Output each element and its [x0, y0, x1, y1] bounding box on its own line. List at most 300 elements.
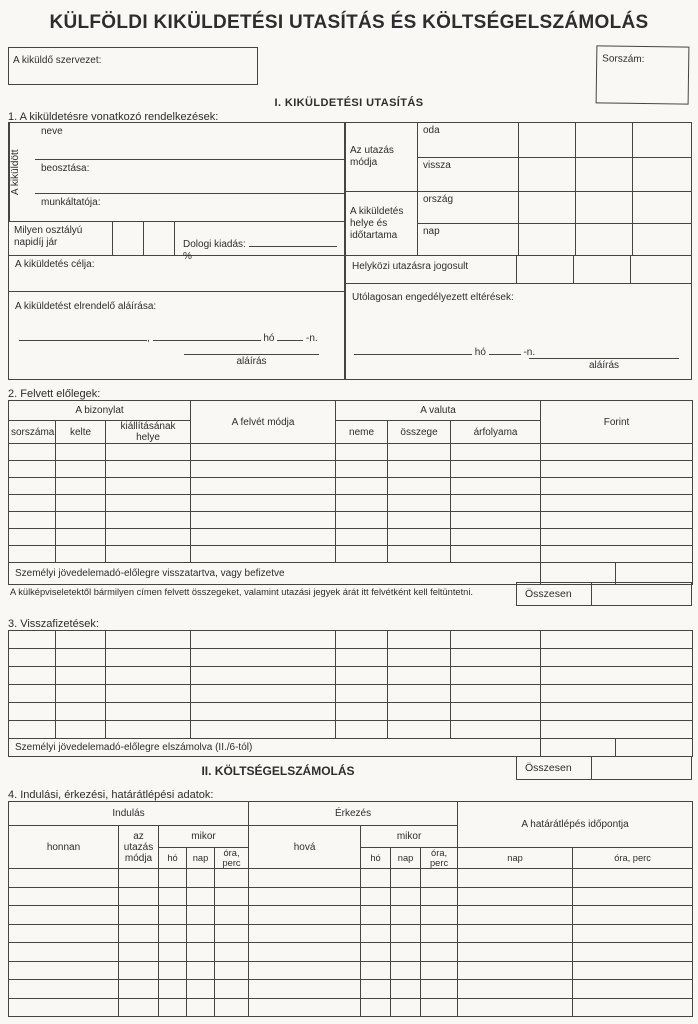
total-label: Összesen	[516, 582, 592, 606]
signature-caption: aláírás	[184, 354, 319, 367]
empty-cell	[388, 685, 451, 703]
empty-cell	[541, 721, 693, 739]
empty-cell	[573, 980, 693, 999]
date-col-header: kelte	[56, 421, 106, 444]
order-signature-block	[9, 291, 344, 379]
empty-cell	[388, 444, 451, 461]
empty-cell	[388, 495, 451, 512]
empty-cell	[159, 887, 187, 906]
empty-cell	[451, 444, 541, 461]
empty-cell	[541, 444, 693, 461]
empty-cell	[9, 667, 56, 685]
empty-cell	[421, 906, 458, 925]
empty-cell	[56, 444, 106, 461]
empty-cell	[451, 631, 541, 649]
empty-cell	[9, 444, 56, 461]
material-expense-label: Dologi kiadás:	[183, 239, 246, 250]
empty-cell	[191, 512, 336, 529]
empty-cell	[191, 703, 336, 721]
section4-heading: 4. Indulási, érkezési, határátlépési adatok:	[8, 789, 214, 801]
empty-cell	[541, 703, 693, 721]
empty-cell	[451, 721, 541, 739]
month-col-header: hó	[159, 848, 187, 869]
month-blank	[153, 330, 261, 341]
empty-cell	[56, 685, 106, 703]
empty-cell	[215, 924, 249, 943]
empty-cell	[391, 943, 421, 962]
amount-col-header: összege	[388, 421, 451, 444]
material-expense-cell	[175, 222, 344, 262]
empty-cell	[336, 685, 388, 703]
empty-cell	[336, 649, 388, 667]
empty-cell	[336, 631, 388, 649]
empty-cell	[541, 461, 693, 478]
table-row	[9, 495, 693, 512]
empty-cell	[159, 998, 187, 1017]
empty-cell	[451, 529, 541, 546]
empty-cell	[458, 980, 573, 999]
empty-cell	[106, 631, 191, 649]
month-col-header: hó	[361, 848, 391, 869]
serial-col-header: sorszáma	[9, 421, 56, 444]
empty-cell	[9, 887, 119, 906]
travel-mode-label: Az utazás módja	[346, 123, 418, 191]
serial-number-box	[596, 45, 690, 104]
table-row	[9, 649, 693, 667]
empty-cell	[541, 529, 693, 546]
days-label: nap	[423, 226, 440, 237]
empty-cell	[388, 478, 451, 495]
when-header: mikor	[361, 826, 458, 848]
empty-cell	[215, 961, 249, 980]
empty-cell	[191, 649, 336, 667]
empty-cell	[9, 998, 119, 1017]
empty-cell	[56, 461, 106, 478]
empty-cell	[573, 887, 693, 906]
empty-cell	[336, 667, 388, 685]
empty-cell	[249, 869, 361, 888]
travel-mode-block	[346, 123, 691, 191]
advances-footer	[8, 582, 692, 608]
empty-cell	[159, 961, 187, 980]
empty-cell	[56, 529, 106, 546]
part1-title: I. KIKÜLDETÉSI UTASÍTÁS	[274, 97, 424, 109]
empty-cell	[9, 924, 119, 943]
empty-cell	[56, 721, 106, 739]
empty-cell	[573, 961, 693, 980]
empty-cell	[159, 924, 187, 943]
table-row	[9, 685, 693, 703]
travel-data-table	[8, 801, 693, 1017]
empty-cell	[106, 649, 191, 667]
empty-cell	[159, 869, 187, 888]
empty-cell	[9, 906, 119, 925]
tax-withheld-label: Személyi jövedelemadó-előlegre visszatartva, vagy befizetve	[9, 563, 541, 585]
empty-cell	[9, 869, 119, 888]
table-row	[9, 529, 693, 546]
table-row	[9, 478, 693, 495]
travel-to-label: oda	[423, 125, 440, 136]
empty-cell	[421, 980, 458, 999]
table-row	[9, 721, 693, 739]
empty-cell	[632, 224, 691, 255]
section3-heading: 3. Visszafizetések:	[8, 618, 99, 630]
month-blank	[354, 344, 472, 355]
month-word: hó	[263, 333, 275, 344]
to-col-header: hová	[249, 826, 361, 869]
empty-cell	[630, 256, 691, 283]
border-group-header: A határátlépés időpontja	[458, 802, 693, 848]
empty-cell	[249, 887, 361, 906]
per-diem-class-cell	[113, 222, 144, 255]
empty-cell	[106, 444, 191, 461]
empty-cell	[361, 998, 391, 1017]
empty-cell	[361, 887, 391, 906]
day-col-header: nap	[187, 848, 215, 869]
empty-cell	[573, 998, 693, 1017]
empty-cell	[56, 495, 106, 512]
date-line: , hó -n.	[19, 330, 334, 344]
empty-cell	[458, 924, 573, 943]
place-duration-block	[346, 191, 691, 255]
empty-cell	[249, 924, 361, 943]
empty-cell	[119, 887, 159, 906]
empty-cell	[106, 685, 191, 703]
purpose-row: A kiküldetés célja:	[9, 255, 344, 291]
empty-cell	[451, 512, 541, 529]
empty-cell	[9, 495, 56, 512]
tax-settled-label: Személyi jövedelemadó-előlegre elszámolva (II./6-tól)	[9, 739, 541, 757]
kind-col-header: neme	[336, 421, 388, 444]
empty-cell	[388, 667, 451, 685]
empty-cell	[361, 924, 391, 943]
empty-cell	[106, 495, 191, 512]
percent-sign: %	[183, 251, 192, 262]
section2-heading: 2. Felvett előlegek:	[8, 388, 101, 400]
empty-cell	[9, 980, 119, 999]
empty-cell	[451, 685, 541, 703]
empty-cell	[518, 123, 575, 157]
empty-cell	[215, 980, 249, 999]
empty-cell	[187, 887, 215, 906]
empty-cell	[9, 649, 56, 667]
empty-cell	[191, 495, 336, 512]
empty-cell	[518, 224, 575, 255]
form-title: KÜLFÖLDI KIKÜLDETÉSI UTASÍTÁS ÉS KÖLTSÉGELSZÁMOLÁS	[49, 12, 649, 33]
empty-cell	[159, 906, 187, 925]
empty-cell	[187, 961, 215, 980]
empty-cell	[421, 924, 458, 943]
empty-cell	[421, 998, 458, 1017]
empty-cell	[249, 998, 361, 1017]
time-col-header: óra, perc	[215, 848, 249, 869]
empty-cell	[106, 546, 191, 563]
empty-cell	[336, 721, 388, 739]
table-row	[9, 961, 693, 980]
empty-cell	[56, 546, 106, 563]
empty-cell	[187, 869, 215, 888]
empty-cell	[388, 529, 451, 546]
empty-cell	[106, 703, 191, 721]
empty-cell	[361, 961, 391, 980]
empty-cell	[421, 961, 458, 980]
table-row	[9, 461, 693, 478]
empty-cell	[573, 906, 693, 925]
section1-right-block	[345, 122, 692, 380]
empty-cell	[191, 461, 336, 478]
empty-cell	[119, 924, 159, 943]
table-row	[9, 667, 693, 685]
order-signature-label: A kiküldetést elrendelő aláírása:	[15, 301, 157, 312]
empty-cell	[361, 980, 391, 999]
empty-cell	[191, 667, 336, 685]
empty-cell	[336, 444, 388, 461]
empty-cell	[336, 703, 388, 721]
advances-total-box	[516, 582, 692, 606]
empty-cell	[458, 887, 573, 906]
empty-cell	[191, 529, 336, 546]
document-group-header: A bizonylat	[9, 401, 191, 421]
empty-cell	[215, 998, 249, 1017]
empty-cell	[391, 961, 421, 980]
empty-cell	[388, 703, 451, 721]
empty-cell	[541, 631, 693, 649]
time-col-header: óra, perc	[573, 848, 693, 869]
rate-col-header: árfolyama	[451, 421, 541, 444]
empty-cell	[249, 906, 361, 925]
empty-cell	[9, 685, 56, 703]
country-label: ország	[423, 194, 454, 205]
empty-cell	[9, 703, 56, 721]
empty-cell	[632, 123, 691, 157]
departure-group-header: Indulás	[9, 802, 249, 826]
empty-cell	[541, 478, 693, 495]
empty-cell	[9, 721, 56, 739]
empty-cell	[119, 998, 159, 1017]
day-col-header: nap	[391, 848, 421, 869]
repayments-total-box	[516, 756, 692, 780]
assignee-block	[9, 123, 344, 221]
empty-cell	[106, 667, 191, 685]
empty-cell	[388, 631, 451, 649]
empty-cell	[191, 546, 336, 563]
day-blank	[277, 330, 303, 341]
empty-cell	[336, 478, 388, 495]
local-travel-label: Helyközi utazásra jogosult	[352, 261, 469, 272]
empty-cell	[388, 512, 451, 529]
signature-caption: aláírás	[529, 358, 679, 371]
empty-cell	[9, 961, 119, 980]
time-col-header: óra, perc	[421, 848, 458, 869]
table-row	[9, 546, 693, 563]
empty-cell	[215, 887, 249, 906]
empty-cell	[573, 256, 630, 283]
empty-cell	[215, 869, 249, 888]
assignee-name-row: neve	[41, 126, 63, 137]
empty-cell	[458, 998, 573, 1017]
empty-cell	[541, 685, 693, 703]
empty-cell	[575, 224, 632, 255]
repayments-footer	[8, 756, 692, 782]
empty-cell	[119, 869, 159, 888]
mode-col-header: az utazás módja	[119, 826, 159, 869]
empty-cell	[215, 943, 249, 962]
empty-cell	[458, 961, 573, 980]
per-diem-row	[9, 221, 344, 262]
empty-cell	[451, 461, 541, 478]
empty-cell	[391, 869, 421, 888]
table-row	[9, 943, 693, 962]
empty-cell	[541, 495, 693, 512]
part2-title: II. KÖLTSÉGELSZÁMOLÁS	[201, 764, 355, 778]
local-travel-row	[346, 255, 691, 283]
empty-cell	[573, 943, 693, 962]
table-row	[9, 631, 693, 649]
empty-cell	[632, 158, 691, 192]
empty-cell	[388, 461, 451, 478]
from-col-header: honnan	[9, 826, 119, 869]
empty-cell	[575, 192, 632, 223]
empty-cell	[119, 906, 159, 925]
empty-cell	[9, 546, 56, 563]
empty-cell	[388, 721, 451, 739]
empty-cell	[391, 998, 421, 1017]
empty-cell	[106, 461, 191, 478]
travel-back-label: vissza	[423, 159, 451, 171]
table-row	[9, 512, 693, 529]
method-header: A felvét módja	[191, 401, 336, 444]
empty-cell	[249, 961, 361, 980]
section1-heading: 1. A kiküldetésre vonatkozó rendelkezések:	[8, 111, 219, 123]
empty-cell	[249, 980, 361, 999]
per-diem-class-cell	[144, 222, 175, 255]
empty-cell	[541, 739, 616, 757]
empty-cell	[187, 998, 215, 1017]
sender-org-box	[8, 47, 258, 85]
empty-cell	[187, 980, 215, 999]
empty-cell	[56, 649, 106, 667]
empty-cell	[391, 887, 421, 906]
empty-cell	[421, 869, 458, 888]
day-suffix: -n.	[523, 347, 536, 358]
empty-cell	[191, 478, 336, 495]
empty-cell	[336, 495, 388, 512]
empty-cell	[106, 512, 191, 529]
empty-cell	[451, 495, 541, 512]
empty-cell	[9, 943, 119, 962]
empty-cell	[56, 667, 106, 685]
empty-cell	[56, 631, 106, 649]
assignee-employer-row: munkáltatója:	[35, 193, 344, 221]
place-duration-label: A kiküldetés helye és időtartama	[346, 192, 418, 255]
total-value-cell	[592, 756, 692, 780]
empty-cell	[191, 631, 336, 649]
empty-cell	[361, 943, 391, 962]
empty-cell	[391, 980, 421, 999]
empty-cell	[9, 461, 56, 478]
day-suffix: -n.	[306, 333, 318, 344]
assignee-position-row: beosztása:	[35, 159, 344, 193]
empty-cell	[573, 869, 693, 888]
empty-cell	[56, 703, 106, 721]
table-row	[9, 869, 693, 888]
empty-cell	[421, 943, 458, 962]
amendments-label: Utólagosan engedélyezett eltérések:	[352, 292, 514, 303]
empty-cell	[336, 461, 388, 478]
total-value-cell	[592, 582, 692, 606]
empty-cell	[191, 444, 336, 461]
table-row	[9, 887, 693, 906]
day-blank	[489, 344, 521, 355]
per-diem-label: Milyen osztályú napidíj jár	[9, 222, 113, 255]
empty-cell	[9, 529, 56, 546]
empty-cell	[632, 192, 691, 223]
empty-cell	[391, 906, 421, 925]
empty-cell	[215, 906, 249, 925]
section1-left-block	[8, 122, 345, 380]
empty-cell	[451, 649, 541, 667]
advances-note: A külképviseletektől bármilyen címen felvett összegeket, valamint utazási jegyek árát itt felvétként kell feltüntetni.	[10, 587, 474, 597]
forint-header: Forint	[541, 401, 693, 444]
empty-cell	[191, 721, 336, 739]
place-blank	[19, 330, 147, 341]
empty-cell	[616, 739, 693, 757]
empty-cell	[336, 512, 388, 529]
day-col-header: nap	[458, 848, 573, 869]
table-row	[9, 998, 693, 1017]
empty-cell	[119, 943, 159, 962]
place-col-header: kiállításának helye	[106, 421, 191, 444]
amendments-date-line	[354, 344, 683, 358]
empty-cell	[187, 924, 215, 943]
table-row	[9, 980, 693, 999]
empty-cell	[391, 924, 421, 943]
empty-cell	[119, 961, 159, 980]
empty-cell	[187, 906, 215, 925]
empty-cell	[336, 529, 388, 546]
empty-cell	[451, 478, 541, 495]
empty-cell	[541, 512, 693, 529]
sender-org-label: A kiküldő szervezet:	[13, 55, 102, 66]
empty-cell	[361, 869, 391, 888]
empty-cell	[573, 924, 693, 943]
currency-group-header: A valuta	[336, 401, 541, 421]
empty-cell	[458, 906, 573, 925]
empty-cell	[106, 721, 191, 739]
empty-cell	[56, 512, 106, 529]
empty-cell	[575, 123, 632, 157]
serial-number-label: Sorszám:	[602, 53, 645, 66]
empty-cell	[388, 649, 451, 667]
assignee-group-label: A kiküldött	[9, 123, 35, 221]
empty-cell	[516, 256, 573, 283]
empty-cell	[119, 980, 159, 999]
empty-cell	[388, 546, 451, 563]
table-row	[9, 906, 693, 925]
empty-cell	[191, 685, 336, 703]
empty-cell	[187, 943, 215, 962]
empty-cell	[458, 869, 573, 888]
empty-cell	[249, 943, 361, 962]
empty-cell	[541, 649, 693, 667]
advances-table	[8, 400, 693, 585]
empty-cell	[451, 667, 541, 685]
empty-cell	[159, 943, 187, 962]
table-row	[9, 444, 693, 461]
material-expense-blank	[249, 236, 337, 247]
table-row	[9, 703, 693, 721]
empty-cell	[106, 529, 191, 546]
